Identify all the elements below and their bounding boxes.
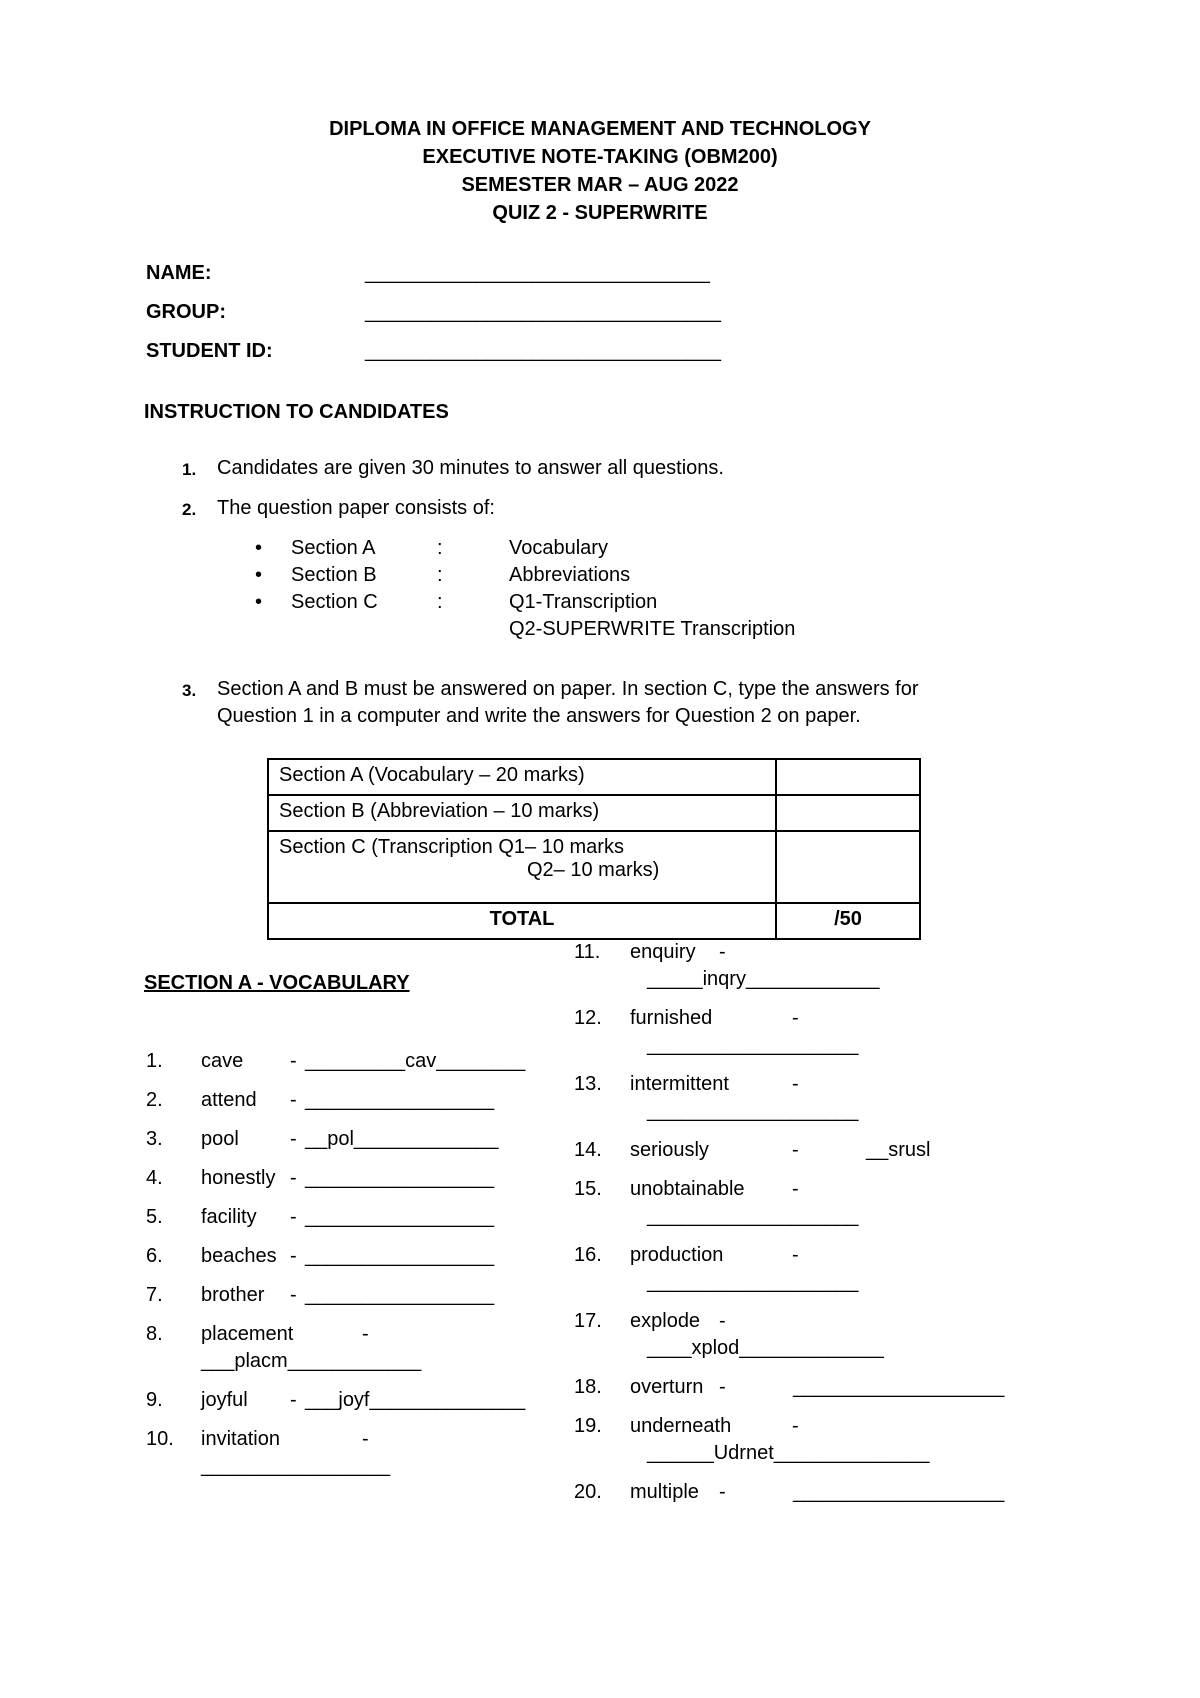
vocab-dash: - xyxy=(362,1323,369,1345)
section-b-name: Section B xyxy=(291,564,377,586)
vocab-word: underneath xyxy=(630,1415,732,1437)
vocab-word: production xyxy=(630,1244,724,1266)
doc-title-line-2: EXECUTIVE NOTE-TAKING (OBM200) xyxy=(422,146,778,168)
marks-cell-section-c[interactable] xyxy=(776,831,920,903)
student-id-label: STUDENT ID: xyxy=(146,340,273,362)
vocab-dash: - xyxy=(290,1167,297,1189)
vocab-word: multiple xyxy=(630,1481,699,1503)
colon: : xyxy=(437,537,443,559)
vocab-answer[interactable]: ____xplod_____________ xyxy=(647,1337,884,1359)
vocab-number: 9. xyxy=(146,1389,163,1411)
vocab-answer[interactable]: _________cav________ xyxy=(305,1050,526,1072)
vocab-number: 18. xyxy=(574,1376,602,1398)
instruction-1-text: Candidates are given 30 minutes to answer all questions. xyxy=(217,457,724,479)
vocab-word: beaches xyxy=(201,1245,277,1267)
vocab-answer[interactable]: _________________ xyxy=(305,1089,495,1111)
vocab-dash: - xyxy=(290,1284,297,1306)
doc-title-line-1: DIPLOMA IN OFFICE MANAGEMENT AND TECHNOLOGY xyxy=(329,118,871,140)
marks-row-section-a: Section A (Vocabulary – 20 marks) xyxy=(268,759,776,795)
vocab-dash: - xyxy=(290,1389,297,1411)
vocab-word: explode xyxy=(630,1310,701,1332)
vocab-number: 2. xyxy=(146,1089,163,1111)
vocab-dash: - xyxy=(719,1376,726,1398)
vocab-answer[interactable]: ___placm____________ xyxy=(201,1350,422,1372)
marks-total-value: /50 xyxy=(776,903,920,939)
vocab-number: 10. xyxy=(146,1428,174,1450)
vocab-answer[interactable]: _________________ xyxy=(305,1167,495,1189)
vocab-word: invitation xyxy=(201,1428,280,1450)
bullet-icon: • xyxy=(255,591,263,613)
vocab-word: seriously xyxy=(630,1139,709,1161)
section-a-title: SECTION A - VOCABULARY xyxy=(144,972,410,994)
doc-title-line-4: QUIZ 2 - SUPERWRITE xyxy=(492,202,708,224)
vocab-answer[interactable]: __pol_____________ xyxy=(305,1128,499,1150)
instruction-3-line-2: Question 1 in a computer and write the answers for Question 2 on paper. xyxy=(217,705,861,727)
vocab-number: 16. xyxy=(574,1244,602,1266)
vocab-dash: - xyxy=(792,1415,799,1437)
vocab-answer[interactable]: ___________________ xyxy=(793,1376,1005,1398)
vocab-number: 17. xyxy=(574,1310,602,1332)
instructions-title: INSTRUCTION TO CANDIDATES xyxy=(144,401,449,423)
vocab-answer[interactable]: ___________________ xyxy=(647,1034,859,1056)
marks-cell-section-a[interactable] xyxy=(776,759,920,795)
section-a-name: Section A xyxy=(291,537,376,559)
vocab-dash: - xyxy=(792,1139,799,1161)
instruction-2-text: The question paper consists of: xyxy=(217,497,495,519)
vocab-answer[interactable]: _________________ xyxy=(305,1245,495,1267)
vocab-answer[interactable]: _________________ xyxy=(305,1206,495,1228)
vocab-dash: - xyxy=(792,1007,799,1029)
vocab-number: 11. xyxy=(574,941,601,963)
vocab-answer[interactable]: _____inqry____________ xyxy=(647,968,880,990)
vocab-dash: - xyxy=(290,1245,297,1267)
marks-row-section-c-line-1: Section C (Transcription Q1– 10 marks xyxy=(279,836,624,858)
group-field[interactable]: ________________________________ xyxy=(365,301,721,323)
vocab-word: intermittent xyxy=(630,1073,729,1095)
vocab-dash: - xyxy=(290,1050,297,1072)
vocab-word: cave xyxy=(201,1050,244,1072)
vocab-dash: - xyxy=(792,1073,799,1095)
vocab-number: 20. xyxy=(574,1481,602,1503)
vocab-answer[interactable]: ______Udrnet______________ xyxy=(647,1442,930,1464)
vocab-number: 6. xyxy=(146,1245,163,1267)
vocab-dash: - xyxy=(719,1481,726,1503)
group-label: GROUP: xyxy=(146,301,226,323)
instruction-3-line-1: Section A and B must be answered on paper. In section C, type the answers for xyxy=(217,678,919,700)
vocab-number: 19. xyxy=(574,1415,602,1437)
instruction-2-number: 2. xyxy=(182,500,197,519)
section-c-desc: Q1-Transcription xyxy=(509,591,658,613)
vocab-number: 8. xyxy=(146,1323,163,1345)
vocab-word: unobtainable xyxy=(630,1178,745,1200)
section-b-desc: Abbreviations xyxy=(509,564,631,586)
vocab-dash: - xyxy=(792,1178,799,1200)
instruction-3-number: 3. xyxy=(182,681,197,700)
doc-title-line-3: SEMESTER MAR – AUG 2022 xyxy=(461,174,739,196)
vocab-answer[interactable]: ___________________ xyxy=(647,1205,859,1227)
vocab-answer[interactable]: ___________________ xyxy=(647,1271,859,1293)
colon: : xyxy=(437,591,443,613)
vocab-answer[interactable]: _________________ xyxy=(305,1284,495,1306)
vocab-dash: - xyxy=(290,1089,297,1111)
vocab-number: 14. xyxy=(574,1139,602,1161)
bullet-icon: • xyxy=(255,537,263,559)
name-field[interactable]: _______________________________ xyxy=(365,262,710,284)
vocab-number: 13. xyxy=(574,1073,602,1095)
marks-row-section-b: Section B (Abbreviation – 10 marks) xyxy=(268,795,776,831)
vocab-answer[interactable]: ___________________ xyxy=(793,1481,1005,1503)
vocab-dash: - xyxy=(362,1428,369,1450)
marks-table xyxy=(267,758,921,940)
bullet-icon: • xyxy=(255,564,263,586)
vocab-word: furnished xyxy=(630,1007,713,1029)
vocab-dash: - xyxy=(792,1244,799,1266)
vocab-answer[interactable]: ___joyf______________ xyxy=(305,1389,526,1411)
vocab-word: pool xyxy=(201,1128,239,1150)
instruction-1-number: 1. xyxy=(182,460,197,479)
vocab-word: overturn xyxy=(630,1376,704,1398)
vocab-dash: - xyxy=(290,1206,297,1228)
section-c-desc-2: Q2-SUPERWRITE Transcription xyxy=(509,618,796,640)
vocab-number: 5. xyxy=(146,1206,163,1228)
marks-cell-section-b[interactable] xyxy=(776,795,920,831)
marks-total-label: TOTAL xyxy=(268,903,776,939)
colon: : xyxy=(437,564,443,586)
section-a-desc: Vocabulary xyxy=(509,537,608,559)
vocab-word: attend xyxy=(201,1089,257,1111)
vocab-word: honestly xyxy=(201,1167,276,1189)
vocab-dash: - xyxy=(719,941,726,963)
vocab-word: facility xyxy=(201,1206,257,1228)
name-label: NAME: xyxy=(146,262,212,284)
marks-row-section-c-line-2: Q2– 10 marks) xyxy=(527,859,660,881)
vocab-word: brother xyxy=(201,1284,265,1306)
vocab-answer[interactable]: ___________________ xyxy=(647,1100,859,1122)
vocab-number: 12. xyxy=(574,1007,602,1029)
vocab-word: joyful xyxy=(201,1389,248,1411)
section-c-name: Section C xyxy=(291,591,378,613)
vocab-number: 4. xyxy=(146,1167,163,1189)
vocab-answer[interactable]: __srusl xyxy=(866,1139,931,1161)
vocab-answer[interactable]: _________________ xyxy=(201,1455,391,1477)
marks-row-section-c xyxy=(268,831,776,903)
vocab-word: enquiry xyxy=(630,941,696,963)
vocab-number: 15. xyxy=(574,1178,602,1200)
vocab-number: 7. xyxy=(146,1284,163,1306)
vocab-dash: - xyxy=(290,1128,297,1150)
vocab-word: placement xyxy=(201,1323,294,1345)
student-id-field[interactable]: ________________________________ xyxy=(365,340,721,362)
vocab-number: 3. xyxy=(146,1128,163,1150)
vocab-number: 1. xyxy=(146,1050,163,1072)
vocab-dash: - xyxy=(719,1310,726,1332)
